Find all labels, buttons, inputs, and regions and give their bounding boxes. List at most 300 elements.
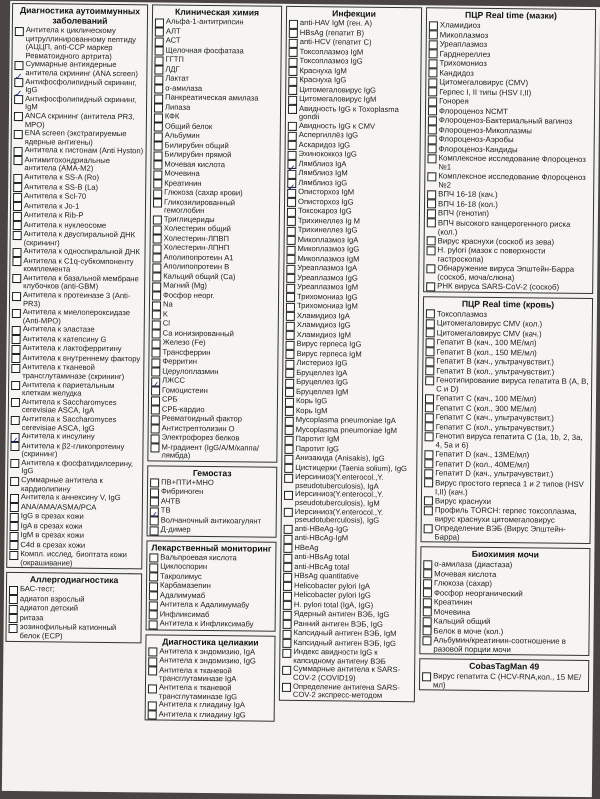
test-checkbox[interactable] [10,513,19,522]
test-checkbox[interactable] [154,56,163,65]
test-checkbox[interactable] [423,598,432,607]
test-checkbox[interactable] [423,617,432,626]
test-checkbox[interactable] [289,38,298,47]
test-checkbox[interactable] [150,444,159,453]
section-pcr-swab [423,7,596,293]
test-checkbox[interactable] [286,284,295,293]
section-title: ПЦР Real time (кровь) [461,298,555,310]
test-label: Ядерный антиген ВЭБ, IgG [293,609,390,620]
test-item[interactable] [12,60,146,79]
test-checkbox[interactable] [149,611,158,620]
test-checkbox[interactable] [154,103,163,112]
test-label: K [162,309,169,319]
test-checkbox[interactable] [154,132,163,141]
test-checkbox[interactable] [426,309,435,318]
test-checkbox[interactable] [152,330,161,339]
test-checkbox[interactable] [288,151,297,160]
test-checkbox[interactable] [427,154,436,163]
test-item[interactable] [425,153,593,173]
test-checkbox[interactable] [425,347,434,356]
test-checkbox[interactable] [10,494,19,503]
test-checkbox[interactable] [424,496,433,505]
test-checkbox[interactable] [14,95,23,104]
test-label: Cl [162,318,171,328]
test-checkbox[interactable] [283,582,292,591]
test-checkbox[interactable] [13,211,22,220]
test-item[interactable] [424,245,592,265]
test-checkbox[interactable] [153,189,162,198]
test-checkbox[interactable] [288,95,297,104]
test-checkbox[interactable] [423,626,432,635]
test-checkbox[interactable] [289,48,298,57]
test-checkbox[interactable] [428,59,437,68]
test-checkbox[interactable] [429,21,438,30]
test-label: Ферритин [162,356,198,367]
test-label: ЛЖСС [162,375,186,385]
test-checkbox[interactable] [11,364,20,373]
test-checkbox[interactable] [286,293,295,302]
test-label: Антистрептолизин О [161,423,235,433]
test-checkbox[interactable] [288,67,297,76]
test-checkbox[interactable] [424,478,433,487]
test-item[interactable] [146,710,274,721]
test-checkbox[interactable] [284,455,293,464]
test-checkbox[interactable] [154,94,163,103]
test-checkbox[interactable] [12,335,21,344]
test-checkbox[interactable] [286,312,295,321]
test-checkbox[interactable] [423,588,432,597]
test-label: Гомоцистеин [162,385,208,395]
test-checkbox[interactable] [288,141,297,150]
test-checkbox[interactable] [284,491,293,500]
test-checkbox[interactable] [152,273,161,282]
test-checkbox[interactable] [283,535,292,544]
test-checkbox[interactable] [425,422,434,431]
test-checkbox[interactable] [282,639,291,648]
test-checkbox[interactable] [154,122,163,131]
test-checkbox[interactable] [422,672,431,681]
test-checkbox[interactable] [153,244,162,253]
test-checkbox[interactable] [285,426,294,435]
test-checkbox[interactable] [427,209,436,218]
test-checkbox[interactable] [148,648,157,657]
test-checkbox[interactable] [13,183,22,192]
test-checkbox[interactable] [149,554,158,563]
test-checkbox[interactable] [428,125,437,134]
test-label: Билирубин прямой [164,149,232,160]
test-checkbox[interactable] [286,265,295,274]
test-label: Гепатит В (кач., 100 МЕ/мл) [436,337,537,348]
section-title: Инфекции [332,8,376,19]
test-checkbox[interactable] [429,49,438,58]
test-checkbox[interactable] [428,116,437,125]
test-label: Инфликсимаб [159,609,210,619]
test-checkbox[interactable] [287,189,296,198]
test-checkbox[interactable] [288,105,297,114]
test-checkbox[interactable] [282,630,291,639]
test-item[interactable] [280,682,414,701]
test-checkbox[interactable] [151,387,160,396]
test-label: Антитела к Rib-P [23,210,84,220]
test-checkbox[interactable] [285,369,294,378]
test-checkbox[interactable] [153,160,162,169]
test-checkbox[interactable] [286,255,295,264]
test-label: Бруцеллез IgA [296,367,348,378]
test-checkbox[interactable] [15,26,24,35]
test-checkbox[interactable] [283,611,292,620]
test-checkbox[interactable] [426,264,435,273]
test-checkbox[interactable] [425,394,434,403]
test-checkbox[interactable] [428,87,437,96]
test-label: Антитела к β2-гликопротеину (скрининг) [21,440,125,459]
test-checkbox[interactable] [287,208,296,217]
test-checkbox[interactable] [287,170,296,179]
test-label: α-амилаза (диастаза) [434,559,513,570]
test-checkbox[interactable] [284,464,293,473]
test-item[interactable] [282,490,416,509]
test-checkbox[interactable] [283,563,292,572]
test-checkbox[interactable] [9,586,18,595]
test-checkbox[interactable] [154,75,163,84]
test-checkbox[interactable] [289,29,298,38]
test-checkbox[interactable] [428,78,437,87]
test-label: Антитела к протеиназе 3 (Anti-PR3) [22,290,131,308]
test-checkbox[interactable] [427,218,436,227]
test-checkbox[interactable] [286,331,295,340]
test-item[interactable] [422,478,590,498]
test-checkbox[interactable] [426,319,435,328]
test-label: Уреаплазмоз IgG [297,272,358,283]
test-checkbox[interactable] [10,532,19,541]
test-checkbox[interactable] [13,173,22,182]
test-checkbox[interactable] [285,350,294,359]
test-checkbox[interactable] [428,97,437,106]
test-checkbox[interactable] [151,396,160,405]
test-label: Лямблиоз IgA [298,158,347,169]
test-checkbox[interactable] [150,526,159,535]
test-checkbox[interactable] [12,326,21,335]
test-checkbox[interactable] [155,46,164,55]
test-item[interactable] [7,550,141,569]
test-label: Гликозилированный гемоглобин [163,197,236,216]
test-checkbox[interactable] [285,436,294,445]
section-drugs [146,540,277,631]
test-item[interactable] [6,623,140,642]
test-checkbox[interactable] [283,592,292,601]
test-checkbox[interactable] [12,248,21,257]
test-checkbox[interactable] [288,57,297,66]
test-label: Флороценоз NCMT [438,105,508,116]
test-checkbox[interactable] [285,379,294,388]
test-label: Гарднереллез [439,48,491,59]
test-checkbox[interactable] [149,620,158,629]
test-item[interactable] [423,375,591,395]
test-checkbox[interactable] [154,84,163,93]
test-label: Антитела к эластазе [22,324,95,335]
test-checkbox[interactable] [425,357,434,366]
test-label: Хламидиоз IgA [296,310,350,321]
test-checkbox[interactable] [423,607,432,616]
test-label: Антитела к инсулину [21,431,95,442]
test-checkbox[interactable] [152,254,161,263]
test-label: Флороценоз-Микоплазмы [438,124,532,135]
test-label: Антитела к аннексину V, IgG [20,492,121,503]
test-checkbox[interactable] [282,683,291,692]
test-checkbox[interactable] [13,156,22,165]
test-checkbox[interactable] [428,135,437,144]
section-hemostasis [147,465,278,537]
test-checkbox[interactable] [150,488,159,497]
test-checkbox[interactable] [9,614,18,623]
test-checkbox[interactable] [425,376,434,385]
test-checkbox[interactable] [424,459,433,468]
test-label: HBsAg (гепатит B) [299,27,365,38]
test-label: Цитомегаловирус IgG [299,84,377,95]
test-checkbox[interactable] [9,624,18,633]
test-checkbox[interactable] [11,345,20,354]
test-checkbox[interactable] [424,524,433,533]
test-label: Панкреатическая амилаза [165,92,259,103]
test-checkbox[interactable] [284,474,293,483]
test-label: ВПЧ (генотип) [437,208,490,218]
test-checkbox[interactable] [148,711,157,720]
test-checkbox[interactable] [285,407,294,416]
section-autoimmune [6,3,148,570]
test-checkbox[interactable] [13,202,22,211]
test-checkbox[interactable] [152,311,161,320]
test-checkbox[interactable] [153,198,162,207]
test-checkbox[interactable] [10,503,19,512]
test-checkbox[interactable] [287,227,296,236]
test-checkbox[interactable] [427,236,436,245]
test-checkbox[interactable] [9,605,18,614]
test-checkbox[interactable] [151,425,160,434]
test-checkbox[interactable] [286,274,295,283]
test-checkbox[interactable] [11,415,20,424]
test-checkbox[interactable] [424,506,433,515]
test-checkbox[interactable] [425,366,434,375]
test-checkbox[interactable] [13,221,22,230]
test-checkbox[interactable] [425,432,434,441]
test-checkbox[interactable] [14,147,23,156]
test-checkbox[interactable] [153,216,162,225]
test-checkbox[interactable] [13,192,22,201]
test-checkbox[interactable] [287,236,296,245]
test-checkbox[interactable] [286,303,295,312]
test-item[interactable] [148,526,276,537]
test-label: Антитела к париетальным клеткам желудка [22,379,115,398]
test-item[interactable] [422,505,590,525]
test-checkbox[interactable] [287,246,296,255]
test-checkbox[interactable] [149,573,158,582]
test-label: Гепатит С (кол., 300 МЕ/мл) [435,402,537,413]
test-checkbox[interactable] [148,667,157,676]
test-label: Капсидный антиген ВЭБ, IgG [293,637,396,648]
test-label: Церулоплазмин [162,366,219,376]
test-item[interactable] [422,523,590,543]
test-checkbox[interactable] [152,301,161,310]
test-checkbox[interactable] [283,554,292,563]
test-item[interactable] [425,218,593,238]
test-checkbox[interactable] [289,19,298,28]
test-checkbox[interactable] [426,328,435,337]
test-checkbox[interactable] [151,434,160,443]
test-checkbox[interactable] [287,198,296,207]
test-label: Антитела к Saccharomyces cerevisiae ASCA, IgA [21,396,117,416]
test-checkbox[interactable] [284,445,293,454]
test-item[interactable] [420,671,588,691]
test-checkbox[interactable] [151,415,160,424]
test-item[interactable] [148,443,276,462]
test-checkbox[interactable] [425,403,434,412]
test-checkbox[interactable] [148,701,157,710]
test-checkbox[interactable] [10,442,19,451]
test-checkbox[interactable] [151,368,160,377]
test-checkbox[interactable] [283,601,292,610]
test-checkbox[interactable] [152,282,161,291]
test-checkbox[interactable] [286,322,295,331]
test-checkbox[interactable] [14,61,23,70]
test-checkbox[interactable] [288,132,297,141]
test-checkbox[interactable] [425,413,434,422]
test-checkbox[interactable] [285,360,294,369]
test-label: эозинофильный катионный белок (ECP) [19,622,117,641]
test-checkbox[interactable] [9,551,18,560]
test-checkbox[interactable] [429,40,438,49]
test-checkbox[interactable] [429,30,438,39]
test-checkbox[interactable] [283,620,292,629]
test-checkbox[interactable] [14,112,23,121]
test-checkbox[interactable] [283,544,292,553]
test-checkbox[interactable] [285,388,294,397]
test-checkbox[interactable] [154,141,163,150]
test-checkbox[interactable] [285,398,294,407]
test-checkbox[interactable] [427,199,436,208]
test-checkbox[interactable] [153,225,162,234]
test-checkbox[interactable] [422,636,431,645]
test-checkbox[interactable] [11,354,20,363]
test-checkbox[interactable] [283,573,292,582]
test-checkbox[interactable] [149,592,158,601]
test-checkbox[interactable] [284,525,293,534]
test-checkbox[interactable] [155,37,164,46]
test-checkbox[interactable] [428,144,437,153]
test-checkbox[interactable] [284,508,293,517]
test-item[interactable] [422,431,590,451]
test-checkbox[interactable] [423,560,432,569]
test-checkbox[interactable] [153,179,162,188]
test-checkbox[interactable] [423,569,432,578]
test-checkbox[interactable] [427,172,436,181]
test-checkbox[interactable] [428,106,437,115]
test-checkbox[interactable] [10,459,19,468]
test-checkbox[interactable] [151,406,160,415]
test-checkbox[interactable] [11,381,20,390]
test-item[interactable] [425,171,593,191]
test-checkbox[interactable] [14,130,23,139]
test-checkbox[interactable] [154,65,163,74]
test-checkbox[interactable] [288,76,297,85]
test-item[interactable] [147,620,275,631]
test-label: Хламидиоз [439,20,481,30]
test-checkbox[interactable] [428,68,437,77]
test-checkbox[interactable] [150,479,159,488]
test-checkbox[interactable] [153,170,162,179]
test-item[interactable] [424,281,592,292]
test-label: Циклоспорин [160,561,208,572]
test-item[interactable] [420,635,588,655]
test-checkbox[interactable] [13,230,22,239]
test-checkbox[interactable] [426,282,435,291]
test-checkbox[interactable] [151,358,160,367]
test-item[interactable] [13,26,147,62]
test-label: Helicobacter pylori IgA [294,580,371,591]
test-label: Антитела к C1q-субкомпоненту комплемента [23,255,134,274]
test-checkbox[interactable] [152,292,161,301]
test-checkbox[interactable] [149,582,158,591]
test-checkbox[interactable] [12,274,21,283]
test-checkbox[interactable] [11,398,20,407]
test-checkbox[interactable] [282,649,291,658]
test-label: Микоплазмоз [439,29,489,40]
test-checkbox[interactable] [427,246,436,255]
test-label: Гонорея [439,96,469,106]
test-checkbox[interactable] [154,113,163,122]
test-checkbox[interactable] [282,666,291,675]
test-item[interactable] [424,263,592,283]
test-checkbox[interactable] [288,86,297,95]
test-checkbox[interactable] [149,563,158,572]
test-checkbox[interactable] [151,349,160,358]
test-checkbox[interactable] [427,190,436,199]
test-checkbox[interactable] [155,18,164,27]
test-checkbox[interactable] [10,477,19,486]
test-checkbox[interactable] [152,263,161,272]
test-checkbox[interactable] [150,517,159,526]
test-checkbox[interactable] [424,469,433,478]
test-checkbox[interactable] [288,122,297,131]
test-checkbox[interactable] [152,339,161,348]
test-checkbox[interactable] [10,522,19,531]
test-checkbox[interactable] [12,257,21,266]
test-label: Описторхоз IgM [298,187,355,197]
test-checkbox[interactable] [148,684,157,693]
test-checkbox[interactable] [150,498,159,507]
test-checkbox[interactable] [426,338,435,347]
test-checkbox[interactable] [423,579,432,588]
test-checkbox[interactable] [14,78,23,87]
test-checkbox[interactable] [148,657,157,666]
test-checkbox[interactable] [12,309,21,318]
test-checkbox[interactable] [149,601,158,610]
test-checkbox[interactable] [153,235,162,244]
test-checkbox[interactable] [424,450,433,459]
test-checkbox[interactable] [285,417,294,426]
test-checkbox[interactable] [286,341,295,350]
test-label: Генотипирование вируса гепатита В (A, B, C и D) [436,375,589,394]
test-checkbox[interactable] [155,27,164,36]
test-checkbox[interactable] [9,595,18,604]
test-label: IgA в срезах кожи [20,520,83,531]
column-3 [278,4,422,795]
section-title: Аллергодиагностика [29,574,119,586]
test-checkbox[interactable] [287,217,296,226]
test-checkbox[interactable] [12,292,21,301]
test-label: Альфа-1-антитрипсин [165,16,244,27]
test-checkbox[interactable] [9,541,18,550]
test-checkbox[interactable] [153,151,162,160]
test-checkbox[interactable] [152,320,161,329]
